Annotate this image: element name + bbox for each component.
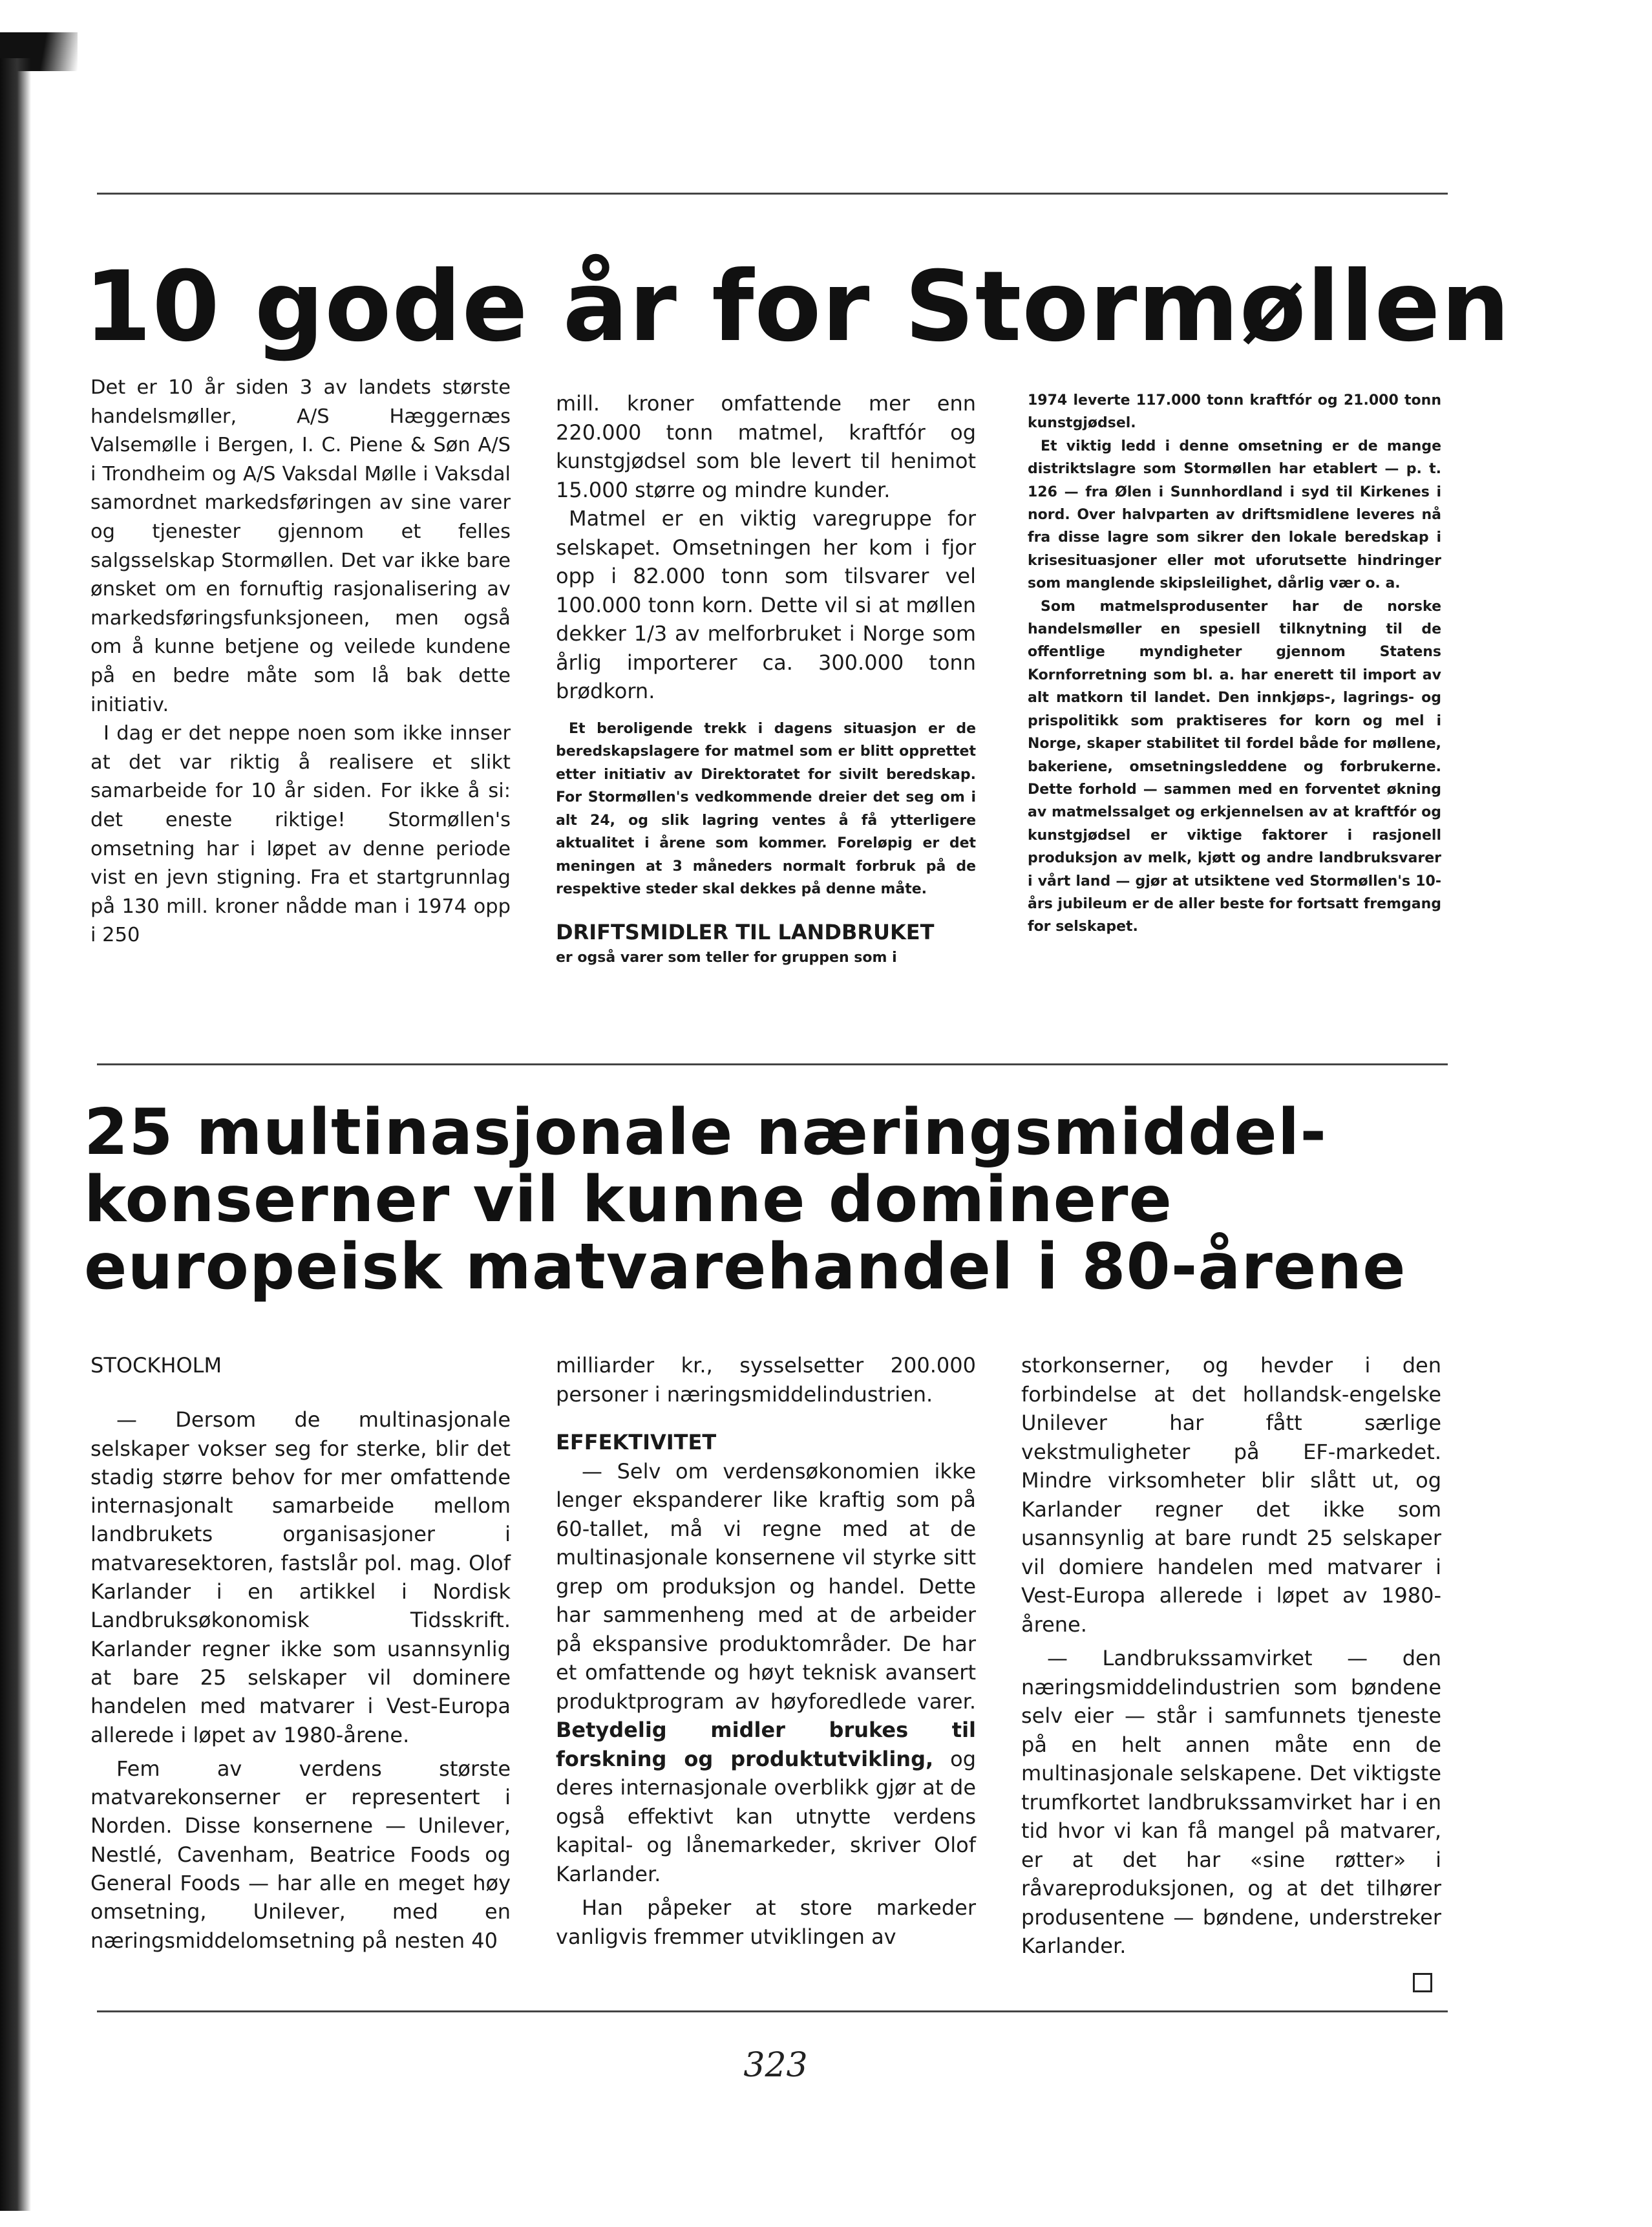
article2-headline-line: europeisk matvarehandel i 80-årene: [84, 1230, 1406, 1304]
article1-col1-paragraph: I dag er det neppe noen som ikke innser at det var riktig å realisere et slikt samarbeide for 10 år siden. For ikke å si: det eneste riktige! Stormøllen's omsetning har i løpet av denne periode vist en jevn stigning. Fra et startgrunnlag på 130 mill. kroner nådde man i 1974 opp i 250: [90, 722, 511, 947]
article2-col2-text: og deres internasjonale overblikk gjør at de også effektivt kan utnytte verdens kapital- og lånemarkeder, skriver Olof Karlander.: [556, 1746, 977, 1886]
article1-headline: 10 gode år for Stormøllen: [84, 251, 1511, 363]
article1-column-2: [556, 389, 976, 969]
article1-col2-paragraph: Matmel er en viktig varegruppe for selskapet. Omsetningen her kom i fjor opp i 82.000 tonn som tilsvarer vel 100.000 tonn korn. Dette vil si at møllen dekker 1/3 av melforbruket i Norge som årlig importerer ca. 300.000 tonn brødkorn.: [556, 506, 976, 703]
top-rule: [97, 193, 1448, 195]
article2-col1-paragraph: — Dersom de multinasjonale selskaper vokser seg for sterke, blir det stadig større behov for mer omfattende internasjonalt samarbeide mellom landbrukets organisasjoner i matvaresektoren, fastslår pol. mag. Olof Karlander i en artikkel i Nordisk Landbruksøkonomisk Tidsskrift. Karlander regner ikke som usannsynlig at bare 25 selskaper vil dominere handelen med matvarer i Vest-Europa allerede i løpet av 1980-årene.: [90, 1407, 511, 1747]
article2-column-1: [90, 1351, 511, 1955]
article1-col3-paragraph: Som matmelsprodusenter har de norske handelsmøller en spesiell tilknytning til de offentlige myndigheter gjennom Statens Kornforretning som bl. a. har enerett til import av alt matkorn til landet. Den innkjøps-, lagrings- og prispolitikk som praktiseres for korn og mel i Norge, skaper stabilitet til fordel både for møllene, bakeriene, omsetningsleddene og forbrukerne. Dette forhold — sammen med en forventet økning av matmelssalget og erkjennelsen av at kraftfór og kunstgjødsel er viktige faktorer i rasjonell produksjon av melk, kjøtt og andre landbruksvarer i vårt land — gjør at utsiktene ved Stormøllen's 10-års jubileum er de aller beste for fortsatt fremgang for selskapet.: [1028, 598, 1441, 935]
article1-col2-paragraph: mill. kroner omfattende mer enn 220.000 tonn matmel, kraftfór og kunstgjødsel som ble levert til henimot 15.000 større og mindre kunder.: [556, 391, 976, 502]
article2-col2-paragraph: [556, 1457, 976, 1889]
page-number: 323: [743, 2046, 808, 2085]
article2-col2-paragraph: Han påpeker at store markeder vanligvis fremmer utviklingen av: [556, 1895, 976, 1949]
article1-column-3: [1028, 389, 1441, 939]
article1-col2-note: Et beroligende trekk i dagens situasjon er de beredskapslagere for matmel som er blitt opprettet etter initiativ av Direktoratet for sivilt beredskap. For Stormøllen's vedkommende dreier det seg om i alt 24, og slik lagring ventes å få ytterligere aktualitet i årene som kommer. Foreløpig er det meningen at 3 måneders normalt forbruk på de respektive steder skal dekkes på denne måte.: [556, 720, 976, 897]
article1-col3-paragraph: 1974 leverte 117.000 tonn kraftfór og 21.000 tonn kunstgjødsel.: [1028, 392, 1441, 432]
article2-col2-intro: milliarder kr., sysselsetter 200.000 personer i næringsmiddelindustrien.: [556, 1353, 976, 1407]
article1-subheading: DRIFTSMIDLER TIL LANDBRUKET: [556, 919, 935, 944]
article1-col2-tail: er også varer som teller for gruppen som i: [556, 949, 897, 966]
article2-col2-text: — Selv om verdensøkonomien ikke lenger ekspanderer like kraftig som på 60-tallet, må vi regne med at de multinasjonale konsernene vil styrke sitt grep om produksjon og handel. Dette har sammenheng med at de arbeider på ekspansive produktområder. De har et omfattende og høyt teknisk avansert produktprogram av høyforedlede varer.: [556, 1458, 976, 1714]
article2-subheading: EFFEKTIVITET: [556, 1430, 717, 1454]
article2-col1-paragraph: Fem av verdens største matvarekonserner er representert i Norden. Disse konsernene — Unilever, Nestlé, Cavenham, Beatrice Foods og General Foods — har alle en meget høy omsetning, Unilever, med en næringsmiddelomsetning på nesten 40: [90, 1756, 511, 1953]
article2-headline: [84, 1096, 1406, 1304]
article2-col3-paragraph: — Landbrukssamvirket — den næringsmiddelindustrien som bøndene selv eier — står i samfunnets tjeneste på en helt annen måte enn de multinasjonale selskapene. Det viktigste trumfkortet landbrukssamvirket har i en tid hvor vi kan få mangel på matvarer, er at det har «sine røtter» i råvareproduksjonen, og at det tilhører produsentene — bøndene, understreker Karlander.: [1021, 1646, 1441, 1958]
article2-column-2: [556, 1351, 976, 1951]
article2-headline-line: 25 multinasjonale næringsmiddel-: [84, 1096, 1327, 1169]
bottom-rule: [97, 2010, 1448, 2012]
article1-column-1: [90, 374, 511, 950]
end-of-article-mark: [1413, 1973, 1432, 1992]
article2-col2-bold-text: Betydelig midler brukes til forskning og produktutvikling,: [556, 1718, 976, 1771]
article2-dateline: STOCKHOLM: [90, 1353, 222, 1378]
article2-col3-paragraph: storkonserner, og hevder i den forbindelse at det hollandsk-engelske Unilever har fått særlige vekstmuligheter på EF-markedet. Mindre virksomheter blir slått ut, og Karlander regner det ikke som usannsynlig at bare rundt 25 selskaper vil domiere handelen med matvarer i Vest-Europa allerede i løpet av 1980-årene.: [1021, 1353, 1441, 1637]
scan-gutter-edge: [0, 58, 31, 2211]
article2-column-3: [1021, 1351, 1441, 1961]
article-divider: [97, 1063, 1448, 1065]
article1-col1-paragraph: Det er 10 år siden 3 av landets største handelsmøller, A/S Hæggernæs Valsemølle i Bergen, I. C. Piene & Søn A/S i Trondheim og A/S Vaksdal Mølle i Vaksdal samordnet markedsføringen av sine varer og tjenester gjennom et felles salgsselskap Stormøllen. Det var ikke bare ønsket om en fornuftig rasjonalisering av markedsføringsfunksjoneen, men også om å kunne betjene og veilede kundene på en bedre måte som lå bak dette initiativ.: [90, 376, 511, 716]
article1-col3-paragraph: Et viktig ledd i denne omsetning er de mange distriktslagre som Stormøllen har etablert — p. t. 126 — fra Ølen i Sunnhordland i syd til Kirkenes i nord. Over halvparten av driftsmidlene leveres nå fra disse lagre som sikrer den lokale beredskap i krisesituasjoner eller mot uforutsette hindringer som manglende skipsleilighet, dårlig vær o. a.: [1028, 438, 1441, 592]
article2-headline-line: konserner vil kunne dominere: [84, 1163, 1172, 1237]
